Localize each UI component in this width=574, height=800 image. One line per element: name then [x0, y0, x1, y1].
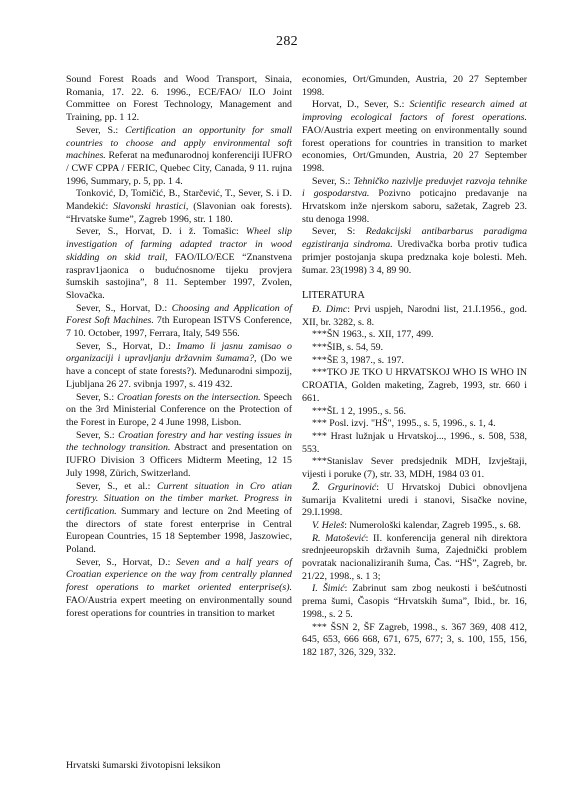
bibliography-entry — [66, 557, 292, 621]
entry-title: Croatian forests on the intersection. — [116, 391, 261, 403]
entry-text: Sever, S., Horvat, D.: — [76, 556, 177, 568]
footer-text: Hrvatski šumarski životopisni leksikon — [66, 760, 221, 771]
literature-entry — [302, 329, 527, 342]
entry-title: Redakcijski antibarbarus paradigma egzistiranja sindroma. — [302, 226, 528, 251]
literature-entry — [302, 622, 527, 660]
entry-text: FAO/Austria expert meeting on environmentally sound forest operations for countries in transition to market — [66, 594, 292, 619]
entry-title: Ž. Grgurinović — [312, 481, 377, 493]
entry-title: Current situation in Cro atian forestry. Situation on the timber market. Progress in certification. — [66, 480, 292, 517]
bibliography-entry — [66, 74, 292, 125]
entry-title: V. Heleš — [312, 519, 345, 531]
entry-title: Seven and a half years of Croatian experience on the way from centrally planned forest operations to market oriented enterprise(s). — [66, 556, 292, 594]
bibliography-entry — [66, 226, 292, 302]
literature-entry — [302, 406, 527, 419]
bibliography-entry — [302, 99, 527, 175]
entry-text: : Numerološki kalendar, Zagreb 1995., s. 68. — [344, 519, 521, 531]
literature-entry — [302, 533, 527, 584]
literature-entry — [302, 304, 527, 329]
bibliography-entry — [66, 125, 292, 189]
entry-title: Choosing and Application of Forest Soft Machines. — [66, 302, 292, 327]
entry-title: Tehničko nazivlje preduvjet razvoja tehnike i gospodarstva. — [302, 175, 527, 200]
entry-text: FAO/ILO/ECE “Znanstvena rasprav1jaonica o budućnosnome tijeku provjera šumskih sastojina”, 8 11. September 1997, Zvolen, Slovačka. — [66, 251, 293, 301]
right-column — [302, 74, 527, 660]
bibliography-entry — [302, 176, 527, 227]
entry-text: Sever, S., et al.: — [76, 480, 157, 492]
entry-text: Sever, S., Horvat, D.: — [76, 302, 172, 314]
entry-text: *** Hrast lužnjak u Hrvatskoj..., 1996., s. 508, 538, 553. — [302, 430, 527, 455]
entry-text: Sever, S., Horvat, D.: — [76, 340, 177, 352]
entry-text: Sever, S.: — [76, 429, 119, 441]
entry-text: FAO/Austria expert meeting on environmentally sound forest operations for countries in transition to market economies, Ort/Gmunden, Austria, 20 27 September 1998. — [302, 124, 527, 174]
bibliography-entry — [66, 188, 292, 226]
bibliography-entry — [302, 226, 527, 277]
entry-title: Certification an opportunity for small countries to choose and apply environmental soft machines. — [66, 124, 292, 162]
entry-text: *** ŠSN 2, ŠF Zagreb, 1998., s. 367 369, 408 412, 645, 653, 666 668, 671, 675, 677; 3, s. 100, 155, 156, 182 187, 326, 329, 332. — [302, 621, 527, 658]
entry-title: R. Matošević — [312, 532, 366, 544]
bibliography-entry — [302, 74, 527, 99]
entry-text: : Zabrinut sam zbog neukosti i bešćutnosti prema šumi, Časopis “Hrvatskih šuma”, Ibid., br. 16, 1998., s. 2 5. — [302, 583, 527, 620]
entry-text: ***ŠIB, s. 54, 59. — [312, 342, 384, 354]
entry-text: Pozivno poticajno predavanje na Hrvatskom inže njerskom saboru, sažetak, Zagreb 23. stu denoga 1998. — [302, 188, 528, 225]
entry-text: Sever, S.: — [76, 391, 117, 403]
entry-text: ***ŠE 3, 1987., s. 197. — [312, 354, 404, 366]
bibliography-entry — [66, 341, 292, 392]
entry-text: : U Hrvatskoj Dubici obnovljena šumarija Kvalitetni uredi i stanovi, Sisačke novine, 29.I.1998. — [302, 481, 527, 519]
entry-text: ***TKO JE TKO U HRVATSKOJ WHO IS WHO IN CROATIA, Golden maketing, Zagreb, 1993, str. 660 i 661. — [302, 367, 527, 404]
entry-text: (Slavonian oak forests). “Hrvatske šume”, Zagreb 1996, str. 1 180. — [66, 201, 292, 225]
literature-entry — [302, 520, 527, 533]
entry-text: ***ŠN 1963., s. XII, 177, 499. — [312, 329, 434, 341]
entry-text: Abstract and presentation on IUFRO Division 3 Officers Midterm Meeting, 12 15 July 1998, Zürich, Switzerland. — [66, 442, 292, 479]
entry-title: Wheel slip investigation of farming adapted tractor in wood skidding on skid trail, — [66, 226, 292, 263]
entry-title: Croatian forestry and har vesting issues in the technology transition. — [66, 429, 292, 454]
entry-title: Imamo li jasnu zamisao o organizaciji i upravljanju državnim šumama?, — [66, 340, 292, 365]
bibliography-entry — [66, 481, 292, 557]
entry-text: Sever, S.: — [312, 175, 354, 187]
bibliography-entry — [66, 392, 292, 430]
entry-text: (Do we have a concept of state forests?). Međunarodni simpozij, Ljubljana 26 27. svibnja 1997, s. 419 432. — [66, 353, 292, 390]
bibliography-entry — [66, 303, 292, 341]
entry-title: Slavonski hrastici, — [113, 201, 189, 213]
literature-entry — [302, 418, 527, 431]
bibliography-entry — [66, 430, 292, 481]
entry-text: *** Posl. izvj. "HŠ", 1995., s. 5, 1996., s. 1, 4. — [312, 418, 496, 430]
literature-entry — [302, 431, 527, 456]
entry-text: Sever, S., Horvat, D. i ž. Tomašic: — [76, 226, 246, 238]
literature-entry — [302, 355, 527, 368]
page-number: 282 — [276, 34, 298, 49]
entry-text: Speech on the 3rd Ministerial Conference on the Protection of the Forest in Europe, 2 4 June 1998, Lisbon. — [66, 391, 292, 428]
entry-text: Horvat, D., Sever, S.: — [312, 99, 410, 111]
entry-text: Summary and lecture on 2nd Meeting of the directors of state forest enterprise in Central European Countries, 15 18 September 1998, Jaszowiec, Poland. — [66, 505, 292, 556]
entry-text: Sound Forest Roads and Wood Transport, Sinaia, Romania, 17. 22. 6. 1996., ECE/FAO/ ILO Joint Committee on Forest Technology, Management and Training, pp. 1 12. — [66, 74, 292, 124]
entry-text: Referat na međunarodnoj konferenciji IUFRO / CWF CPPA / FERIC, Quebec City, Canada, 9 11. rujna 1996, Summary, p. 5, pp. 1 4. — [66, 150, 292, 187]
entry-title: I. Šimić — [312, 583, 345, 595]
literature-entry — [302, 342, 527, 355]
literature-entry — [302, 456, 527, 481]
entry-text: : Prvi uspjeh, Narodni list, 21.I.1956., god. XII, br. 3282, s. 8. — [302, 303, 527, 328]
literature-entry — [302, 583, 527, 621]
entry-title: Đ. Dimc — [312, 303, 348, 315]
entry-text: ***Stanislav Sever predsjednik MDH, Izvještaji, vijesti i poruke (7), str. 33, MDH, 1984 03 01. — [302, 456, 527, 481]
entry-text: economies, Ort/Gmunden, Austria, 20 27 September 1998. — [302, 74, 527, 98]
literature-entry — [302, 482, 527, 520]
entry-text: : II. konferencija general nih direktora srednjeeuropskih državnih šuma, Zajednički problem povratak nacionaliziranih šuma, Čas. “HŠ”, Zagreb, br. 21/22, 1998., s. 1 3; — [302, 532, 528, 582]
entry-text: Sever, S.: — [76, 124, 126, 136]
entry-text: Uredivačka borba protiv tuđica primjer postojanja skupa predznaka koje bolesti. Meh. šumar. 23(1998) 3 4, 89 90. — [302, 239, 527, 276]
literature-heading: LITERATURA — [302, 290, 365, 302]
left-column — [66, 74, 292, 620]
entry-text: Sever, S: — [312, 226, 366, 238]
entry-text: Tonković, D, Tomičić, B., Starčević, T., Sever, S. i D. Mandekić: — [66, 188, 292, 213]
entry-text: 7th European ISTVS Conference, 7 10. October, 1997, Ferrara, Italy, 549 556. — [66, 315, 293, 340]
entry-title: Scientific research aimed at improving ecological factors of forest operations. — [302, 99, 527, 124]
literature-entry — [302, 367, 527, 405]
entry-text: ***ŠL 1 2, 1995., s. 56. — [312, 405, 406, 417]
